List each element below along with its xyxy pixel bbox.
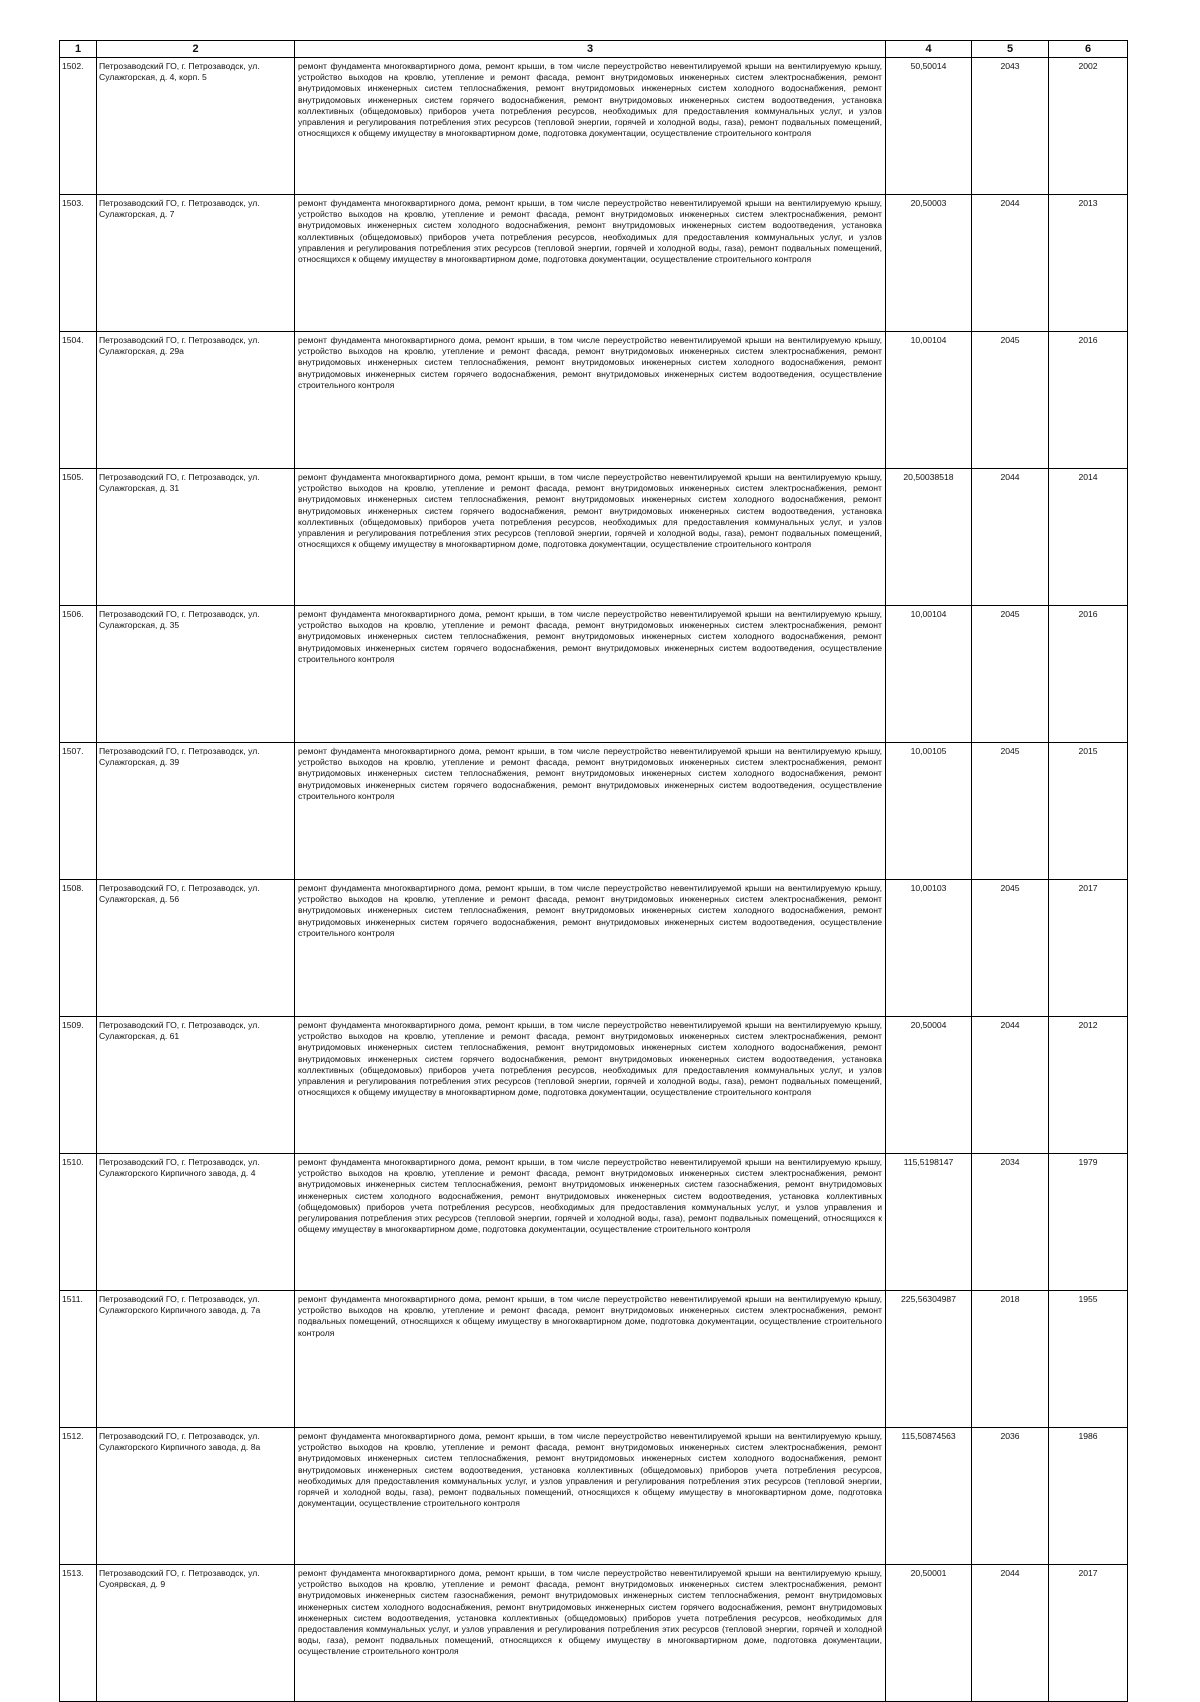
row-number: 1507. — [60, 743, 97, 880]
table-row — [60, 332, 1128, 469]
works-cell: ремонт фундамента многоквартирного дома, ремонт крыши, в том числе переустройство невентилируемой крыши на вентилируемую крышу, устройство выходов на кровлю, утепление и ремонт фасада, ремонт внутридомовых инженерных систем электроснабжения, ремонт внутридомовых инженерных систем теплоснабжения, ремонт внутридомовых инженерных систем холодного водоснабжения, ремонт внутридомовых инженерных систем водоотведения, установка коллективных (общедомовых) приборов учета потребления ресурсов, необходимых для предоставления коммунальных услуг, и узлов управления и регулирования потребления этих ресурсов (тепловой энергии, горячей и холодной воды, газа), ремонт подвальных помещений, относящихся к общему имуществу в многоквартирном доме, подготовка документации, осуществление строительного контроля — [295, 1428, 886, 1565]
value-col4-cell: 10,00103 — [886, 880, 972, 1017]
works-cell: ремонт фундамента многоквартирного дома, ремонт крыши, в том числе переустройство невентилируемой крыши на вентилируемую крышу, устройство выходов на кровлю, утепление и ремонт фасада, ремонт внутридомовых инженерных систем электроснабжения, ремонт внутридомовых инженерных систем теплоснабжения, ремонт внутридомовых инженерных систем холодного водоснабжения, ремонт внутридомовых инженерных систем горячего водоснабжения, ремонт внутридомовых инженерных систем водоотведения, установка коллективных (общедомовых) приборов учета потребления ресурсов, необходимых для предоставления коммунальных услуг, и узлов управления и регулирования потребления этих ресурсов (тепловой энергии, горячей и холодной воды, газа), ремонт подвальных помещений, относящихся к общему имуществу в многоквартирном доме, подготовка документации, осуществление строительного контроля — [295, 469, 886, 606]
table-row — [60, 880, 1128, 1017]
value-col6-cell: 1979 — [1049, 1154, 1128, 1291]
address-cell: Петрозаводский ГО, г. Петрозаводск, ул. Сулажгорская, д. 56 — [97, 880, 295, 1017]
header-col-1: 1 — [60, 41, 97, 58]
value-col5-cell: 2018 — [972, 1291, 1049, 1428]
table-body — [60, 58, 1128, 1702]
table-row — [60, 469, 1128, 606]
works-cell: ремонт фундамента многоквартирного дома, ремонт крыши, в том числе переустройство невентилируемой крыши на вентилируемую крышу, устройство выходов на кровлю, утепление и ремонт фасада, ремонт внутридомовых инженерных систем электроснабжения, ремонт подвальных помещений, относящихся к общему имуществу в многоквартирном доме, подготовка документации, осуществление строительного контроля — [295, 1291, 886, 1428]
address-cell: Петрозаводский ГО, г. Петрозаводск, ул. Сулажгорская, д. 4, корп. 5 — [97, 58, 295, 195]
row-number: 1510. — [60, 1154, 97, 1291]
value-col6-cell: 2012 — [1049, 1017, 1128, 1154]
table-header — [60, 41, 1128, 58]
works-cell: ремонт фундамента многоквартирного дома, ремонт крыши, в том числе переустройство невентилируемой крыши на вентилируемую крышу, устройство выходов на кровлю, утепление и ремонт фасада, ремонт внутридомовых инженерных систем электроснабжения, ремонт внутридомовых инженерных систем холодного водоснабжения, ремонт внутридомовых инженерных систем водоотведения, установка коллективных (общедомовых) приборов учета потребления ресурсов, необходимых для предоставления коммунальных услуг, и узлов управления и регулирования потребления этих ресурсов (тепловой энергии, горячей и холодной воды, газа), ремонт подвальных помещений, относящихся к общему имуществу в многоквартирном доме, подготовка документации, осуществление строительного контроля — [295, 195, 886, 332]
address-cell: Петрозаводский ГО, г. Петрозаводск, ул. Сулажгорская, д. 39 — [97, 743, 295, 880]
value-col6-cell: 2016 — [1049, 332, 1128, 469]
address-cell: Петрозаводский ГО, г. Петрозаводск, ул. Сулажгорского Кирпичного завода, д. 7а — [97, 1291, 295, 1428]
value-col5-cell: 2036 — [972, 1428, 1049, 1565]
works-cell: ремонт фундамента многоквартирного дома, ремонт крыши, в том числе переустройство невентилируемой крыши на вентилируемую крышу, устройство выходов на кровлю, утепление и ремонт фасада, ремонт внутридомовых инженерных систем электроснабжения, ремонт внутридомовых инженерных систем газоснабжения, ремонт внутридомовых инженерных систем теплоснабжения, ремонт внутридомовых инженерных систем холодного водоснабжения, ремонт внутридомовых инженерных систем горячего водоснабжения, ремонт внутридомовых инженерных систем водоотведения, установка коллективных (общедомовых) приборов учета потребления ресурсов, необходимых для предоставления коммунальных услуг, и узлов управления и регулирования потребления этих ресурсов (тепловой энергии, горячей и холодной воды, газа), ремонт подвальных помещений, относящихся к общему имуществу в многоквартирном доме, подготовка документации, осуществление строительного контроля — [295, 1565, 886, 1702]
value-col5-cell: 2043 — [972, 58, 1049, 195]
table-row — [60, 743, 1128, 880]
value-col4-cell: 20,50038518 — [886, 469, 972, 606]
value-col5-cell: 2034 — [972, 1154, 1049, 1291]
value-col6-cell: 2015 — [1049, 743, 1128, 880]
table-row — [60, 1565, 1128, 1702]
value-col4-cell: 10,00104 — [886, 606, 972, 743]
works-cell: ремонт фундамента многоквартирного дома, ремонт крыши, в том числе переустройство невентилируемой крыши на вентилируемую крышу, устройство выходов на кровлю, утепление и ремонт фасада, ремонт внутридомовых инженерных систем электроснабжения, ремонт внутридомовых инженерных систем теплоснабжения, ремонт внутридомовых инженерных систем холодного водоснабжения, ремонт внутридомовых инженерных систем горячего водоснабжения, ремонт внутридомовых инженерных систем водоотведения, осуществление строительного контроля — [295, 880, 886, 1017]
header-col-6: 6 — [1049, 41, 1128, 58]
works-cell: ремонт фундамента многоквартирного дома, ремонт крыши, в том числе переустройство невентилируемой крыши на вентилируемую крышу, устройство выходов на кровлю, утепление и ремонт фасада, ремонт внутридомовых инженерных систем электроснабжения, ремонт внутридомовых инженерных систем теплоснабжения, ремонт внутридомовых инженерных систем холодного водоснабжения, ремонт внутридомовых инженерных систем горячего водоснабжения, ремонт внутридомовых инженерных систем водоотведения, установка коллективных (общедомовых) приборов учета потребления ресурсов, необходимых для предоставления коммунальных услуг, и узлов управления и регулирования потребления этих ресурсов (тепловой энергии, горячей и холодной воды, газа), ремонт подвальных помещений, относящихся к общему имуществу в многоквартирном доме, подготовка документации, осуществление строительного контроля — [295, 1017, 886, 1154]
value-col5-cell: 2045 — [972, 332, 1049, 469]
row-number: 1505. — [60, 469, 97, 606]
value-col4-cell: 50,50014 — [886, 58, 972, 195]
header-col-2: 2 — [97, 41, 295, 58]
table-row — [60, 195, 1128, 332]
row-number: 1508. — [60, 880, 97, 1017]
value-col5-cell: 2045 — [972, 606, 1049, 743]
value-col5-cell: 2045 — [972, 880, 1049, 1017]
row-number: 1512. — [60, 1428, 97, 1565]
address-cell: Петрозаводский ГО, г. Петрозаводск, ул. Сулажгорская, д. 35 — [97, 606, 295, 743]
document-page — [59, 40, 1127, 1702]
value-col4-cell: 115,5198147 — [886, 1154, 972, 1291]
value-col6-cell: 1955 — [1049, 1291, 1128, 1428]
table-row — [60, 1154, 1128, 1291]
table-row — [60, 58, 1128, 195]
value-col4-cell: 10,00104 — [886, 332, 972, 469]
works-cell: ремонт фундамента многоквартирного дома, ремонт крыши, в том числе переустройство невентилируемой крыши на вентилируемую крышу, устройство выходов на кровлю, утепление и ремонт фасада, ремонт внутридомовых инженерных систем электроснабжения, ремонт внутридомовых инженерных систем теплоснабжения, ремонт внутридомовых инженерных систем холодного водоснабжения, ремонт внутридомовых инженерных систем горячего водоснабжения, ремонт внутридомовых инженерных систем водоотведения, осуществление строительного контроля — [295, 606, 886, 743]
value-col6-cell: 2002 — [1049, 58, 1128, 195]
value-col5-cell: 2044 — [972, 1017, 1049, 1154]
row-number: 1503. — [60, 195, 97, 332]
value-col5-cell: 2045 — [972, 743, 1049, 880]
address-cell: Петрозаводский ГО, г. Петрозаводск, ул. Сулажгорская, д. 61 — [97, 1017, 295, 1154]
value-col5-cell: 2044 — [972, 195, 1049, 332]
value-col6-cell: 2017 — [1049, 880, 1128, 1017]
row-number: 1513. — [60, 1565, 97, 1702]
row-number: 1506. — [60, 606, 97, 743]
address-cell: Петрозаводский ГО, г. Петрозаводск, ул. Сулажгорского Кирпичного завода, д. 8а — [97, 1428, 295, 1565]
address-cell: Петрозаводский ГО, г. Петрозаводск, ул. Сулажгорская, д. 31 — [97, 469, 295, 606]
value-col6-cell: 2016 — [1049, 606, 1128, 743]
table-row — [60, 1017, 1128, 1154]
works-cell: ремонт фундамента многоквартирного дома, ремонт крыши, в том числе переустройство невентилируемой крыши на вентилируемую крышу, устройство выходов на кровлю, утепление и ремонт фасада, ремонт внутридомовых инженерных систем электроснабжения, ремонт внутридомовых инженерных систем теплоснабжения, ремонт внутридомовых инженерных систем холодного водоснабжения, ремонт внутридомовых инженерных систем горячего водоснабжения, ремонт внутридомовых инженерных систем водоотведения, осуществление строительного контроля — [295, 332, 886, 469]
value-col6-cell: 1986 — [1049, 1428, 1128, 1565]
address-cell: Петрозаводский ГО, г. Петрозаводск, ул. Сулажгорского Кирпичного завода, д. 4 — [97, 1154, 295, 1291]
header-col-3: 3 — [295, 41, 886, 58]
row-number: 1502. — [60, 58, 97, 195]
address-cell: Петрозаводский ГО, г. Петрозаводск, ул. Суоярвская, д. 9 — [97, 1565, 295, 1702]
row-number: 1511. — [60, 1291, 97, 1428]
header-col-4: 4 — [886, 41, 972, 58]
address-cell: Петрозаводский ГО, г. Петрозаводск, ул. Сулажгорская, д. 29а — [97, 332, 295, 469]
repair-program-table — [59, 40, 1128, 1702]
value-col4-cell: 10,00105 — [886, 743, 972, 880]
address-cell: Петрозаводский ГО, г. Петрозаводск, ул. Сулажгорская, д. 7 — [97, 195, 295, 332]
header-row — [60, 41, 1128, 58]
value-col4-cell: 115,50874563 — [886, 1428, 972, 1565]
value-col6-cell: 2014 — [1049, 469, 1128, 606]
works-cell: ремонт фундамента многоквартирного дома, ремонт крыши, в том числе переустройство невентилируемой крыши на вентилируемую крышу, устройство выходов на кровлю, утепление и ремонт фасада, ремонт внутридомовых инженерных систем электроснабжения, ремонт внутридомовых инженерных систем теплоснабжения, ремонт внутридомовых инженерных систем холодного водоснабжения, ремонт внутридомовых инженерных систем горячего водоснабжения, ремонт внутридомовых инженерных систем водоотведения, установка коллективных (общедомовых) приборов учета потребления ресурсов, необходимых для предоставления коммунальных услуг, и узлов управления и регулирования потребления этих ресурсов (тепловой энергии, горячей и холодной воды, газа), ремонт подвальных помещений, относящихся к общему имуществу в многоквартирном доме, подготовка документации, осуществление строительного контроля — [295, 58, 886, 195]
table-row — [60, 1428, 1128, 1565]
works-cell: ремонт фундамента многоквартирного дома, ремонт крыши, в том числе переустройство невентилируемой крыши на вентилируемую крышу, устройство выходов на кровлю, утепление и ремонт фасада, ремонт внутридомовых инженерных систем электроснабжения, ремонт внутридомовых инженерных систем теплоснабжения, ремонт внутридомовых инженерных систем газоснабжения, ремонт внутридомовых инженерных систем холодного водоснабжения, ремонт внутридомовых инженерных систем водоотведения, установка коллективных (общедомовых) приборов учета потребления ресурсов, необходимых для предоставления коммунальных услуг, и узлов управления и регулирования потребления этих ресурсов (тепловой энергии, горячей и холодной воды, газа), ремонт подвальных помещений, относящихся к общему имуществу в многоквартирном доме, подготовка документации, осуществление строительного контроля — [295, 1154, 886, 1291]
value-col6-cell: 2013 — [1049, 195, 1128, 332]
value-col5-cell: 2044 — [972, 469, 1049, 606]
value-col4-cell: 225,56304987 — [886, 1291, 972, 1428]
table-row — [60, 1291, 1128, 1428]
value-col4-cell: 20,50004 — [886, 1017, 972, 1154]
value-col6-cell: 2017 — [1049, 1565, 1128, 1702]
row-number: 1509. — [60, 1017, 97, 1154]
table-row — [60, 606, 1128, 743]
row-number: 1504. — [60, 332, 97, 469]
header-col-5: 5 — [972, 41, 1049, 58]
value-col4-cell: 20,50003 — [886, 195, 972, 332]
value-col5-cell: 2044 — [972, 1565, 1049, 1702]
value-col4-cell: 20,50001 — [886, 1565, 972, 1702]
works-cell: ремонт фундамента многоквартирного дома, ремонт крыши, в том числе переустройство невентилируемой крыши на вентилируемую крышу, устройство выходов на кровлю, утепление и ремонт фасада, ремонт внутридомовых инженерных систем электроснабжения, ремонт внутридомовых инженерных систем теплоснабжения, ремонт внутридомовых инженерных систем холодного водоснабжения, ремонт внутридомовых инженерных систем горячего водоснабжения, ремонт внутридомовых инженерных систем водоотведения, осуществление строительного контроля — [295, 743, 886, 880]
